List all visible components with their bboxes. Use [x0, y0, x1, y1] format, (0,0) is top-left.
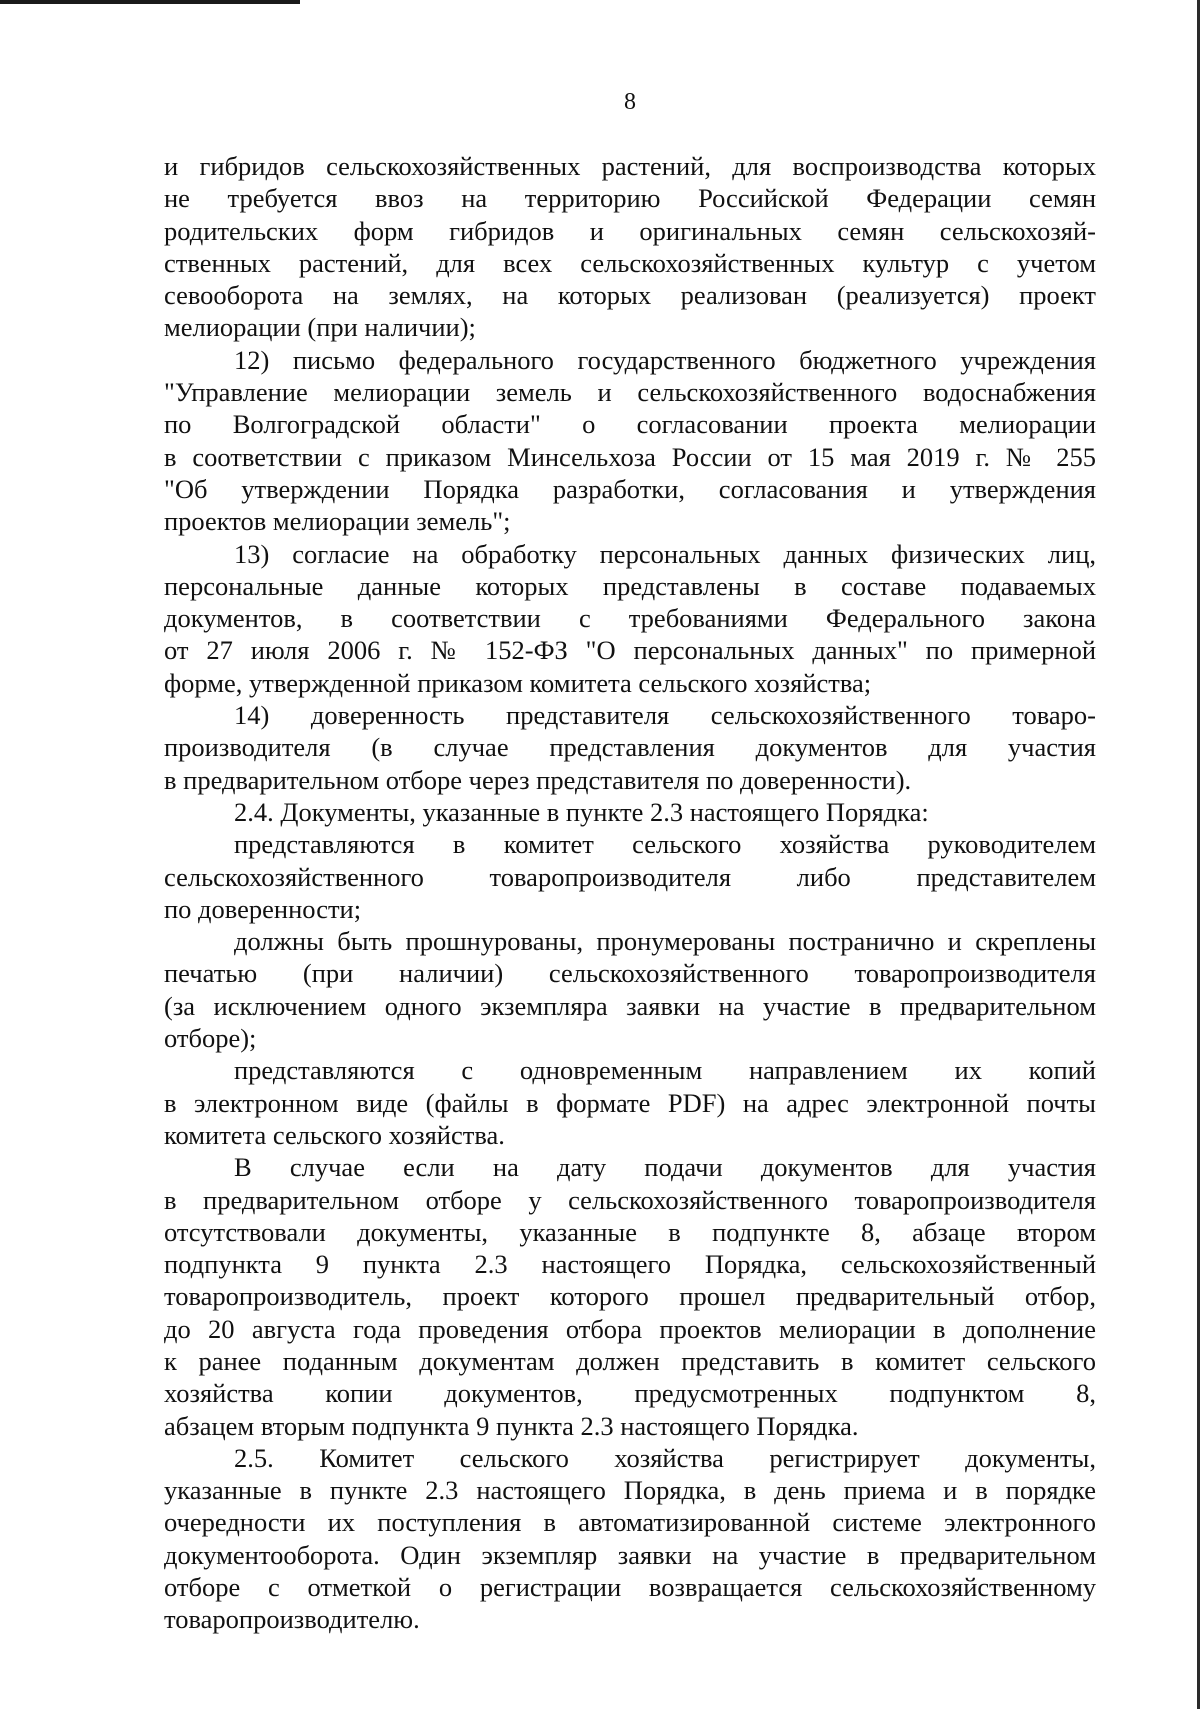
text-line: подпункта 9 пункта 2.3 настоящего Порядка, сельскохозяйственный: [164, 1249, 1096, 1280]
text-line: мелиорации (при наличии);: [164, 312, 476, 343]
text-line: печатью (при наличии) сельскохозяйственного товаропроизводителя: [164, 958, 1096, 989]
text-line: по доверенности;: [164, 893, 362, 924]
text-line: ственных растений, для всех сельскохозяйственных культур с учетом: [164, 247, 1096, 278]
text-line: В случае если на дату подачи документов для участия: [234, 1152, 1096, 1183]
text-line: производителя (в случае представления документов для участия: [164, 732, 1096, 763]
text-line: очередности их поступления в автоматизированной системе электронного: [164, 1507, 1096, 1538]
text-line: 14) доверенность представителя сельскохозяйственного товаро-: [234, 700, 1096, 731]
text-line: товаропроизводитель, проект которого прошел предварительный отбор,: [164, 1281, 1096, 1312]
text-line: (за исключением одного экземпляра заявки на участие в предварительном: [164, 990, 1096, 1021]
text-line: отсутствовали документы, указанные в подпункте 8, абзаце втором: [164, 1216, 1096, 1247]
text-line: комитета сельского хозяйства.: [164, 1119, 505, 1150]
text-line: "Об утверждении Порядка разработки, согласования и утверждения: [164, 473, 1096, 504]
text-line: 12) письмо федерального государственного бюджетного учреждения: [234, 344, 1096, 375]
text-line: по Волгоградской области" о согласовании проекта мелиорации: [164, 409, 1096, 440]
text-line: севооборота на землях, на которых реализован (реализуется) проект: [164, 280, 1096, 311]
text-line: "Управление мелиорации земель и сельскохозяйственного водоснабжения: [164, 377, 1096, 408]
text-line: персональные данные которых представлены в составе подаваемых: [164, 570, 1096, 601]
text-line: в электронном виде (файлы в формате PDF) на адрес электронной почты: [164, 1087, 1096, 1118]
text-line: не требуется ввоз на территорию Российской Федерации семян: [164, 183, 1096, 214]
text-line: документов, в соответствии с требованиями Федерального закона: [164, 603, 1096, 634]
text-line: хозяйства копии документов, предусмотренных подпунктом 8,: [164, 1378, 1096, 1409]
text-line: 2.4. Документы, указанные в пункте 2.3 настоящего Порядка:: [234, 796, 929, 827]
page-number: 8: [624, 89, 636, 115]
text-line: 13) согласие на обработку персональных данных физических лиц,: [234, 538, 1096, 569]
scan-edge-top: [0, 0, 300, 4]
text-line: в предварительном отборе через представителя по доверенности).: [164, 764, 912, 795]
text-line: в предварительном отборе у сельскохозяйственного товаропроизводителя: [164, 1184, 1096, 1215]
text-line: указанные в пункте 2.3 настоящего Порядка, в день приема и в порядке: [164, 1475, 1096, 1506]
text-line: отборе);: [164, 1023, 257, 1054]
text-line: представляются с одновременным направлением их копий: [234, 1055, 1096, 1086]
document-body: [164, 150, 1096, 1636]
text-line: и гибридов сельскохозяйственных растений, для воспроизводства которых: [164, 151, 1096, 181]
text-line: представляются в комитет сельского хозяйства руководителем: [234, 829, 1096, 860]
text-line: абзацем вторым подпункта 9 пункта 2.3 настоящего Порядка.: [164, 1410, 859, 1441]
text-line: проектов мелиорации земель";: [164, 506, 511, 537]
text-line: форме, утвержденной приказом комитета сельского хозяйства;: [164, 667, 872, 698]
text-line: должны быть прошнурованы, пронумерованы постранично и скреплены: [234, 926, 1096, 957]
text-line: 2.5. Комитет сельского хозяйства регистрирует документы,: [234, 1442, 1096, 1473]
text-line: до 20 августа года проведения отбора проектов мелиорации в дополнение: [164, 1313, 1096, 1344]
text-line: сельскохозяйственного товаропроизводителя либо представителем: [164, 861, 1096, 892]
text-line: от 27 июля 2006 г. № 152-ФЗ "О персональных данных" по примерной: [164, 635, 1096, 666]
text-line: документооборота. Один экземпляр заявки на участие в предварительном: [164, 1539, 1096, 1570]
text-line: родительских форм гибридов и оригинальных семян сельскохозяй-: [164, 215, 1096, 246]
text-line: отборе с отметкой о регистрации возвращается сельскохозяйственному: [164, 1572, 1096, 1603]
text-line: товаропроизводителю.: [164, 1604, 420, 1635]
text-line: к ранее поданным документам должен представить в комитет сельского: [164, 1345, 1096, 1376]
text-line: в соответствии с приказом Минсельхоза России от 15 мая 2019 г. № 255: [164, 441, 1096, 472]
